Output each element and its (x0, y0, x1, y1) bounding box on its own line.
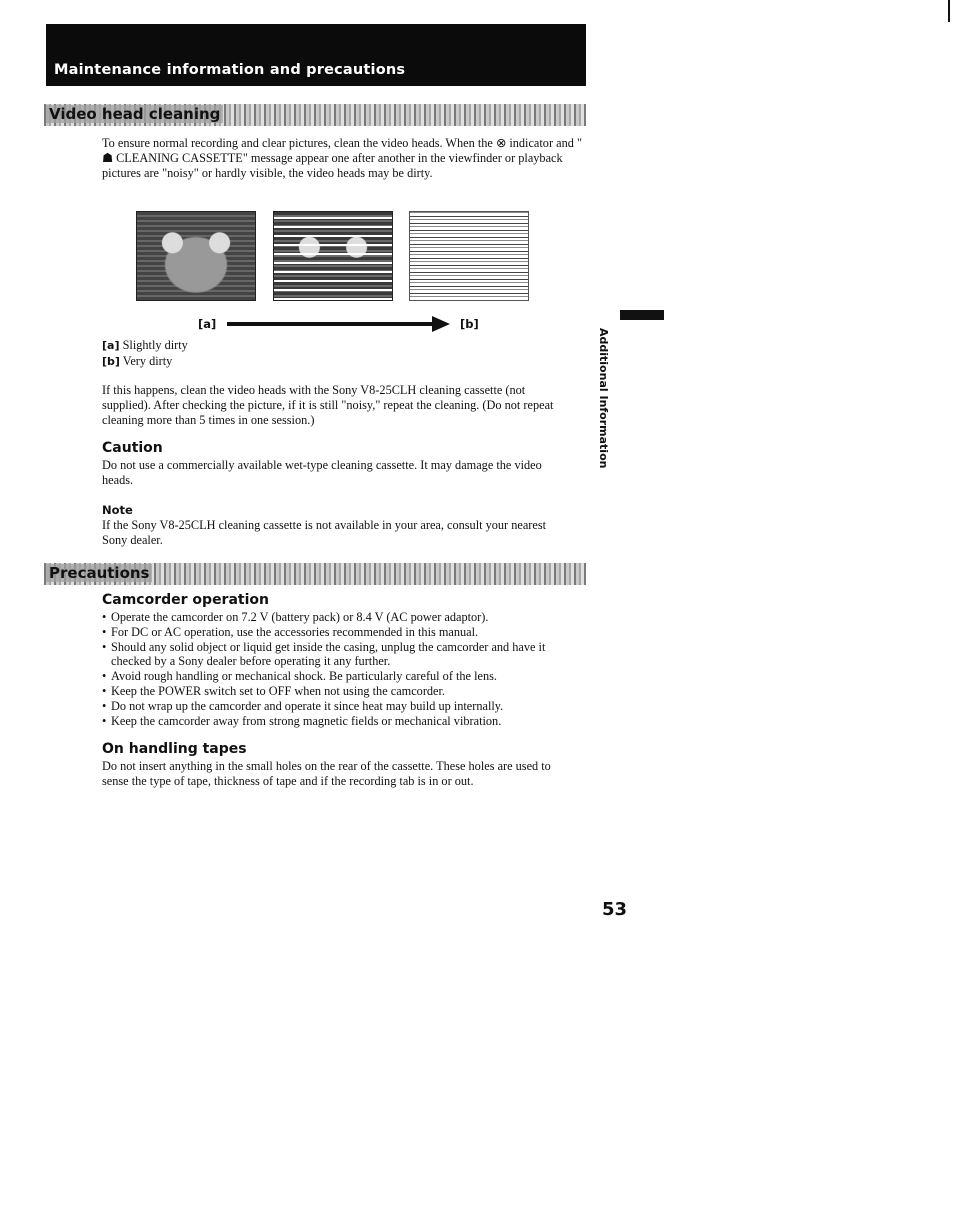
dirty-picture (273, 211, 393, 301)
figure-start-label: [a] (198, 317, 217, 331)
note-text: If the Sony V8-25CLH cleaning cassette is not available in your area, consult your nearest Sony dealer. (102, 518, 547, 547)
edge-mark (948, 0, 950, 22)
handling-tapes-text: Do not insert anything in the small holes on the rear of the cassette. These holes are used to sense the type of tape, thickness of tape and if the recording tab is in or out. (102, 759, 551, 788)
legend-key: [a] (102, 339, 120, 352)
slightly-dirty-picture (136, 211, 256, 301)
section-bar-video-head-cleaning (44, 104, 586, 126)
list-item: • Do not wrap up the camcorder and operate it since heat may build up internally. (102, 699, 588, 714)
arrow-line (227, 322, 433, 326)
legend-item (102, 338, 188, 354)
handling-tapes-heading: On handling tapes (102, 741, 247, 757)
legend-key: [b] (102, 354, 120, 368)
side-tab-marker (620, 310, 664, 320)
note-heading: Note (102, 503, 133, 517)
list-item: • For DC or AC operation, use the accessories recommended in this manual. (102, 625, 588, 640)
list-item: • Keep the camcorder away from strong magnetic fields or mechanical vibration. (102, 714, 588, 729)
list-item: • Keep the POWER switch set to OFF when not using the camcorder. (102, 684, 588, 699)
camcorder-operation-heading: Camcorder operation (102, 592, 269, 608)
list-item: • Should any solid object or liquid get inside the casing, unplug the camcorder and have it checked by a Sony dealer before operating it any further. (102, 640, 588, 670)
list-item: • Operate the camcorder on 7.2 V (battery pack) or 8.4 V (AC power adaptor). (102, 610, 588, 625)
caution-text: Do not use a commercially available wet-type cleaning cassette. It may damage the video heads. (102, 458, 542, 487)
section-bar-precautions (44, 563, 586, 585)
followup-paragraph: If this happens, clean the video heads with the Sony V8-25CLH cleaning cassette (not supplied). After checking the picture, if it is still "noisy," repeat the cleaning. (Do not repeat cleaning more than 5 times in one session.) (102, 383, 554, 427)
arrow-right-icon (432, 316, 450, 332)
header-title: Maintenance information and precautions (54, 62, 406, 78)
camcorder-operation-list (102, 610, 588, 728)
legend-text: Slightly dirty (122, 338, 188, 352)
caution-heading: Caution (102, 440, 163, 456)
legend-item (102, 354, 188, 370)
intro-paragraph: To ensure normal recording and clear pictures, clean the video heads. When the ⊗ indicator and " ☗ CLEANING CASSETTE" message appear one after another in the viewfinder or playback pictures are "noisy" or hardly visible, the video heads may be dirty. (102, 136, 582, 180)
figure-legend (102, 338, 188, 370)
list-item: • Avoid rough handling or mechanical shock. Be particularly careful of the lens. (102, 669, 588, 684)
very-dirty-picture (409, 211, 529, 301)
page-number: 53 (602, 899, 628, 920)
figure-end-label: [b] (460, 317, 479, 331)
section-heading-precautions: Precautions (46, 564, 152, 582)
legend-text: Very dirty (122, 353, 173, 368)
side-tab-label: Additional Information (597, 328, 610, 469)
section-heading-video-head-cleaning: Video head cleaning (46, 105, 223, 123)
